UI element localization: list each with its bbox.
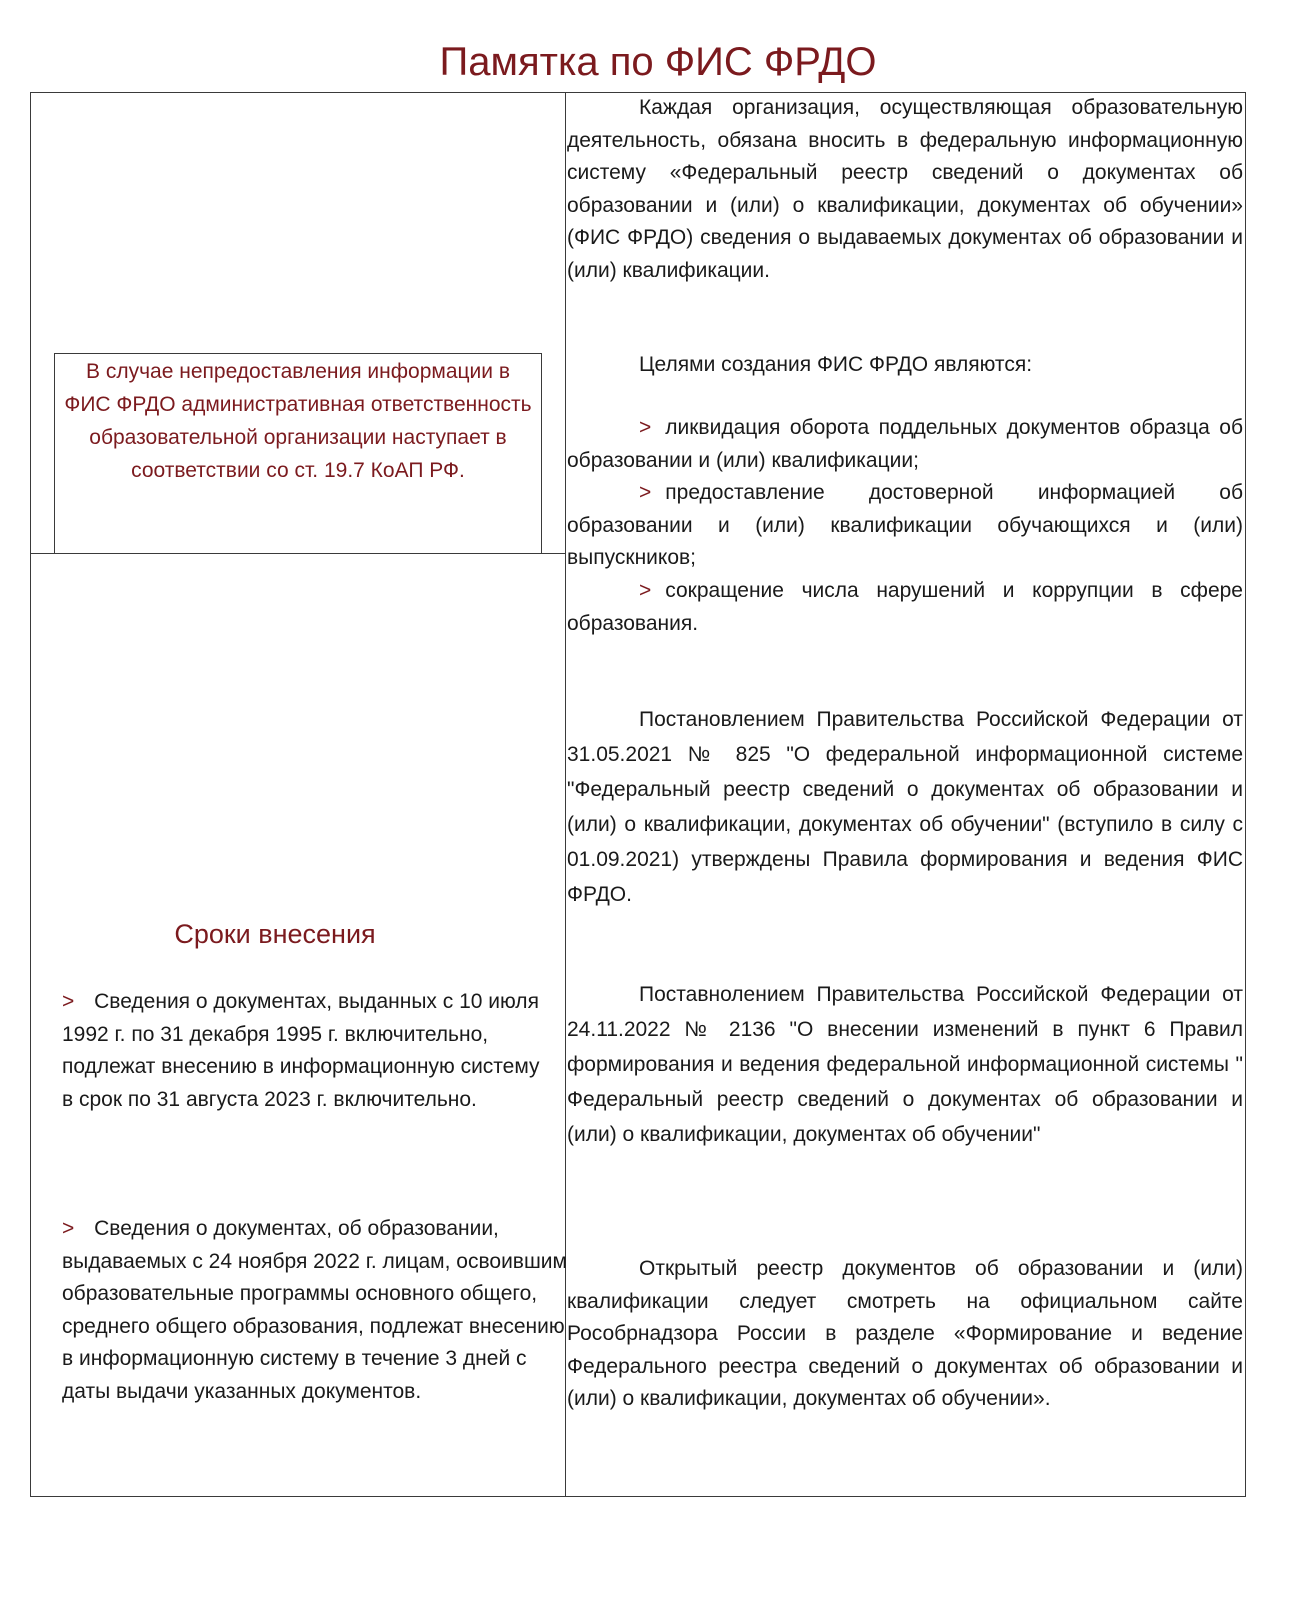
marker-icon: > [639, 416, 652, 439]
decree2-text: Поставнолением Правительства Российской Федерации от 24.11.2022 № 2136 "О внесении изменений в пункт 6 Правил формирования и ведения федеральной информационной системы " Федеральный реестр сведений о документах об образовании и (или) о квалификации, документах об обучении" [567, 983, 1243, 1146]
page-title: Памятка по ФИС ФРДО [439, 40, 877, 84]
goal-item: > сокращение числа нарушений и коррупции в сфере образования. [567, 578, 1243, 635]
marker-icon: > [639, 578, 652, 602]
table-border-right [1245, 92, 1246, 1497]
marker-icon: > [639, 481, 652, 505]
goal-item: > предоставление достоверной информацией об образовании и (или) квалификации обучающихся и (или) выпускников; [567, 481, 1243, 570]
warning-box [54, 353, 542, 553]
goal-item: > ликвидация оборота поддельных документов образца об образовании и (или) квалификации; [567, 416, 1243, 472]
deadline-text: Сведения о документах, об образовании, выдаваемых с 24 ноября 2022 г. лицам, освоившим образовательные программы основного общего, среднего общего образования, подлежат внесению в информационную систему в течение 3 дней с даты выдачи указанных документов. [62, 1217, 567, 1403]
deadlines-heading: Сроки внесения [174, 919, 376, 949]
decree2-paragraph [567, 977, 1243, 1152]
table-border-left [30, 92, 31, 1497]
decree1-paragraph [567, 702, 1243, 912]
goals-heading: Целями создания ФИС ФРДО являются: [639, 353, 1033, 376]
intro-paragraph [567, 92, 1243, 288]
marker-icon: > [62, 990, 75, 1013]
intro-text: Каждая организация, осуществляющая образовательную деятельность, обязана вносить в федеральную информационную систему «Федеральный реестр сведений о документах об образовании и (или) о квалификации, документах об обучении» (ФИС ФРДО) сведения о выдаваемых документах об образовании и (или) квалификации. [567, 96, 1243, 282]
registry-paragraph [567, 1253, 1243, 1416]
deadline-item-1 [62, 986, 552, 1116]
goals-heading-block [567, 349, 1243, 382]
deadline-text: Сведения о документах, выданных с 10 июля 1992 г. по 31 декабря 1995 г. включительно, подлежат внесению в информационную систему в срок по 31 августа 2023 г. включительно. [62, 990, 540, 1111]
warning-text: В случае непредоставления информации в ФИС ФРДО административная ответственность образовательной организации наступает в соответствии со ст. 19.7 КоАП РФ. [64, 360, 532, 482]
marker-icon: > [62, 1217, 75, 1240]
table-border-bottom [30, 1496, 1246, 1497]
registry-text: Открытый реестр документов об образовании и (или) квалификации следует смотреть на официальном сайте Рособрнадзора России в разделе «Формирование и ведение Федерального реестра сведений о документах об образовании и (или) о квалификации, документах об обучении». [567, 1257, 1243, 1411]
goals-list [567, 412, 1243, 640]
table-row-divider [30, 553, 566, 554]
decree1-text: Постановлением Правительства Российской Федерации от 31.05.2021 № 825 "О федеральной информационной системе "Федеральный реестр сведений о документах об образовании и (или) о квалификации, документах об обучении" (вступило в силу с 01.09.2021) утверждены Правила формирования и ведения ФИС ФРДО. [567, 708, 1243, 906]
deadline-item-2 [62, 1213, 568, 1409]
